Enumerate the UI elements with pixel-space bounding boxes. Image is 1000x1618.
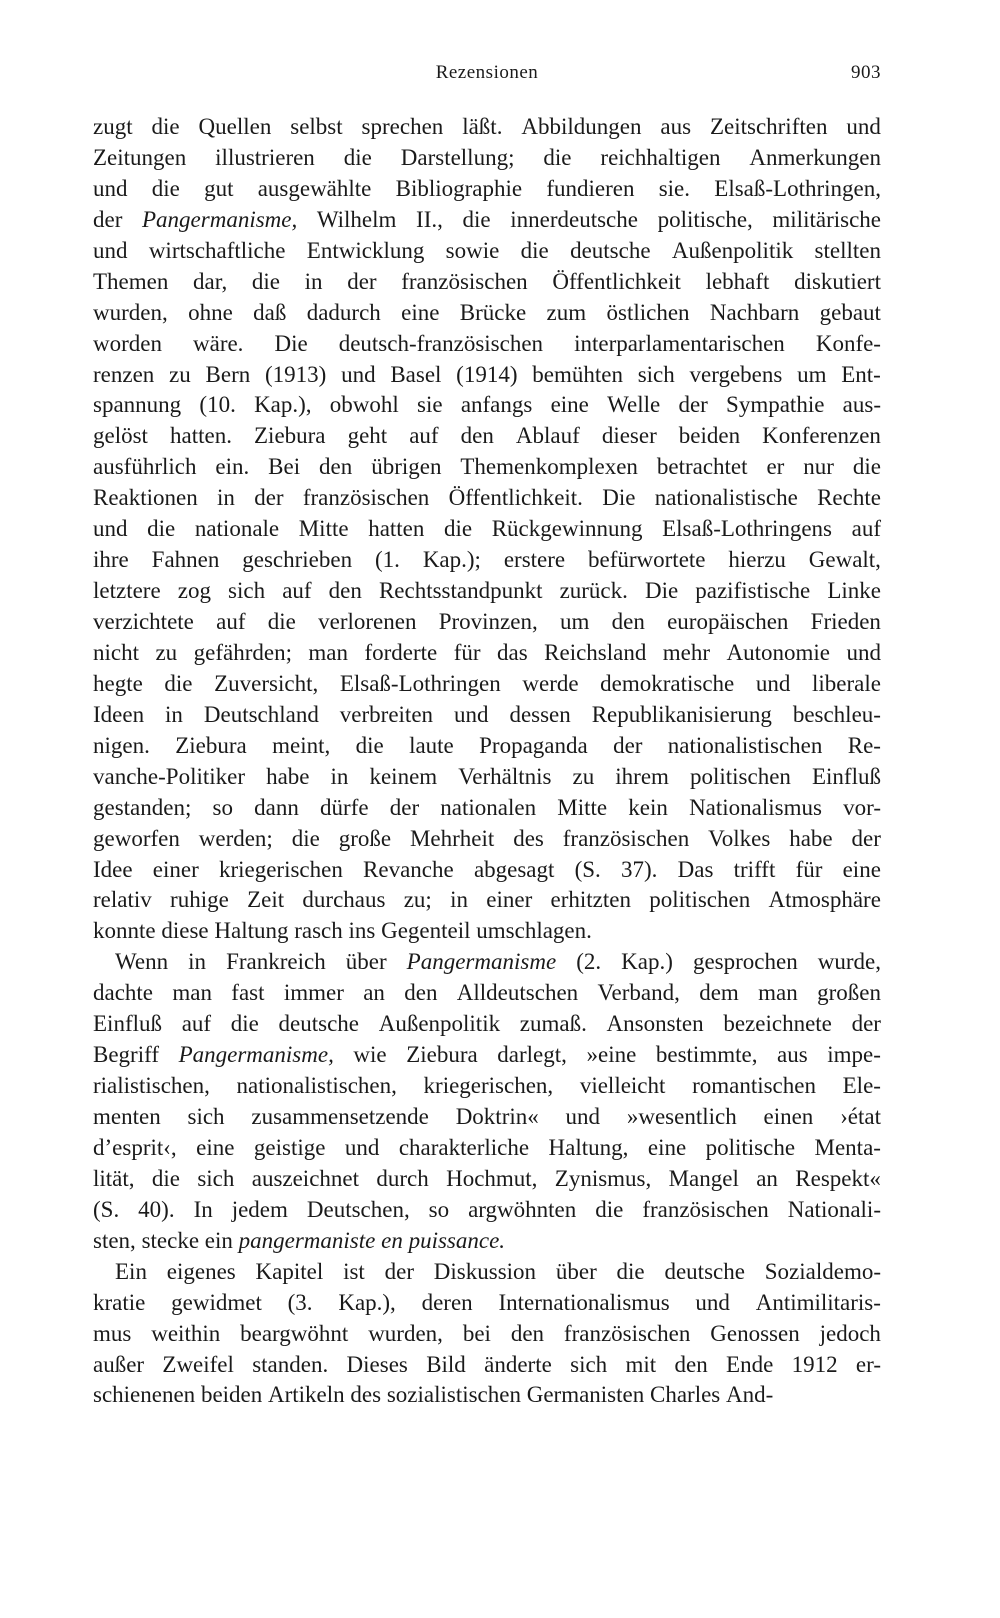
text-line: Wenn in Frankreich über Pangermanisme (2. Kap.) gesprochen wurde, xyxy=(115,949,881,975)
text-line: worden wäre. Die deutsch-französischen interparlamentarischen Konfe- xyxy=(93,330,881,356)
text-line: mus weithin beargwöhnt wurden, bei den französischen Genossen jedoch xyxy=(93,1320,881,1346)
text-line: spannung (10. Kap.), obwohl sie anfangs eine Welle der Sympathie aus- xyxy=(93,392,881,418)
text-line: Einfluß auf die deutsche Außenpolitik zumaß. Ansonsten bezeichnete der xyxy=(93,1011,881,1037)
text-line: letztere zog sich auf den Rechtsstandpunkt zurück. Die pazifistische Linke xyxy=(93,578,881,604)
text-line: ihre Fahnen geschrieben (1. Kap.); erstere befürwortete hierzu Gewalt, xyxy=(93,547,881,573)
text-line: verzichtete auf die verlorenen Provinzen, um den europäischen Frieden xyxy=(93,609,881,634)
text-line: rialistischen, nationalistischen, kriegerischen, vielleicht romantischen Ele- xyxy=(93,1073,881,1099)
text-line: vanche-Politiker habe in keinem Verhältnis zu ihrem politischen Einfluß xyxy=(93,763,881,789)
text-line: nicht zu gefährden; man forderte für das Reichsland mehr Autonomie und xyxy=(93,639,881,665)
page-header xyxy=(93,62,881,92)
text-line: und die gut ausgewählte Bibliographie fundieren sie. Elsaß-Lothringen, xyxy=(93,175,881,201)
text-line: d’esprit‹, eine geistige und charakterliche Haltung, eine politische Menta- xyxy=(93,1134,881,1160)
text-line: (S. 40). In jedem Deutschen, so argwöhnten die französischen Nationali- xyxy=(93,1196,881,1222)
text-line: renzen zu Bern (1913) und Basel (1914) bemühten sich vergebens um Ent- xyxy=(93,361,881,387)
text-line: Ideen in Deutschland verbreiten und dessen Republikanisierung beschleu- xyxy=(93,701,881,727)
paragraph xyxy=(93,947,881,1256)
paragraph xyxy=(93,112,881,947)
text-line: konnte diese Haltung rasch ins Gegenteil umschlagen. xyxy=(93,918,592,944)
paragraph xyxy=(93,1257,881,1412)
text-line: hegte die Zuversicht, Elsaß-Lothringen werde demokratische und liberale xyxy=(93,670,881,696)
text-line: und wirtschaftliche Entwicklung sowie die deutsche Außenpolitik stellten xyxy=(93,237,881,263)
text-line: Ein eigenes Kapitel ist der Diskussion über die deutsche Sozialdemo- xyxy=(115,1258,881,1284)
text-line: der Pangermanisme, Wilhelm II., die innerdeutsche politische, militärische xyxy=(93,206,881,232)
text-line: zugt die Quellen selbst sprechen läßt. Abbildungen aus Zeitschriften und xyxy=(93,114,881,139)
text-line: ausführlich ein. Bei den übrigen Themenkomplexen betrachtet er nur die xyxy=(93,454,881,480)
text-line: Zeitungen illustrieren die Darstellung; die reichhaltigen Anmerkungen xyxy=(93,144,881,170)
text-line: nigen. Ziebura meint, die laute Propaganda der nationalistischen Re- xyxy=(93,732,881,758)
body-text xyxy=(93,112,881,1411)
running-title: Rezensionen xyxy=(435,62,539,83)
text-line: schienenen beiden Artikeln des sozialistischen Germanisten Charles And- xyxy=(93,1382,774,1408)
text-line: außer Zweifel standen. Dieses Bild änderte sich mit den Ende 1912 er- xyxy=(93,1351,881,1377)
text-line: und die nationale Mitte hatten die Rückgewinnung Elsaß-Lothringens auf xyxy=(93,516,881,542)
text-line: Idee einer kriegerischen Revanche abgesagt (S. 37). Das trifft für eine xyxy=(93,856,881,882)
text-line: geworfen werden; die große Mehrheit des französischen Volkes habe der xyxy=(93,825,881,851)
text-line: dachte man fast immer an den Alldeutschen Verband, dem man großen xyxy=(93,980,881,1006)
text-line: kratie gewidmet (3. Kap.), deren Internationalismus und Antimilitaris- xyxy=(93,1289,881,1315)
text-line: sten, stecke ein pangermaniste en puissance. xyxy=(93,1227,506,1253)
text-line: menten sich zusammensetzende Doktrin« und »wesentlich einen ›état xyxy=(93,1104,881,1129)
text-line: gelöst hatten. Ziebura geht auf den Ablauf dieser beiden Konferenzen xyxy=(93,423,881,449)
text-line: Begriff Pangermanisme, wie Ziebura darlegt, »eine bestimmte, aus impe- xyxy=(93,1042,881,1068)
text-line: wurden, ohne daß dadurch eine Brücke zum östlichen Nachbarn gebaut xyxy=(93,299,881,325)
text-line: Themen dar, die in der französischen Öffentlichkeit lebhaft diskutiert xyxy=(93,268,881,294)
text-line: gestanden; so dann dürfe der nationalen Mitte kein Nationalismus vor- xyxy=(93,794,881,820)
page-number: 903 xyxy=(851,62,881,83)
text-line: relativ ruhige Zeit durchaus zu; in einer erhitzten politischen Atmosphäre xyxy=(93,887,881,913)
text-line: Reaktionen in der französischen Öffentlichkeit. Die nationalistische Rechte xyxy=(93,485,881,511)
text-line: lität, die sich auszeichnet durch Hochmut, Zynismus, Mangel an Respekt« xyxy=(93,1165,881,1191)
